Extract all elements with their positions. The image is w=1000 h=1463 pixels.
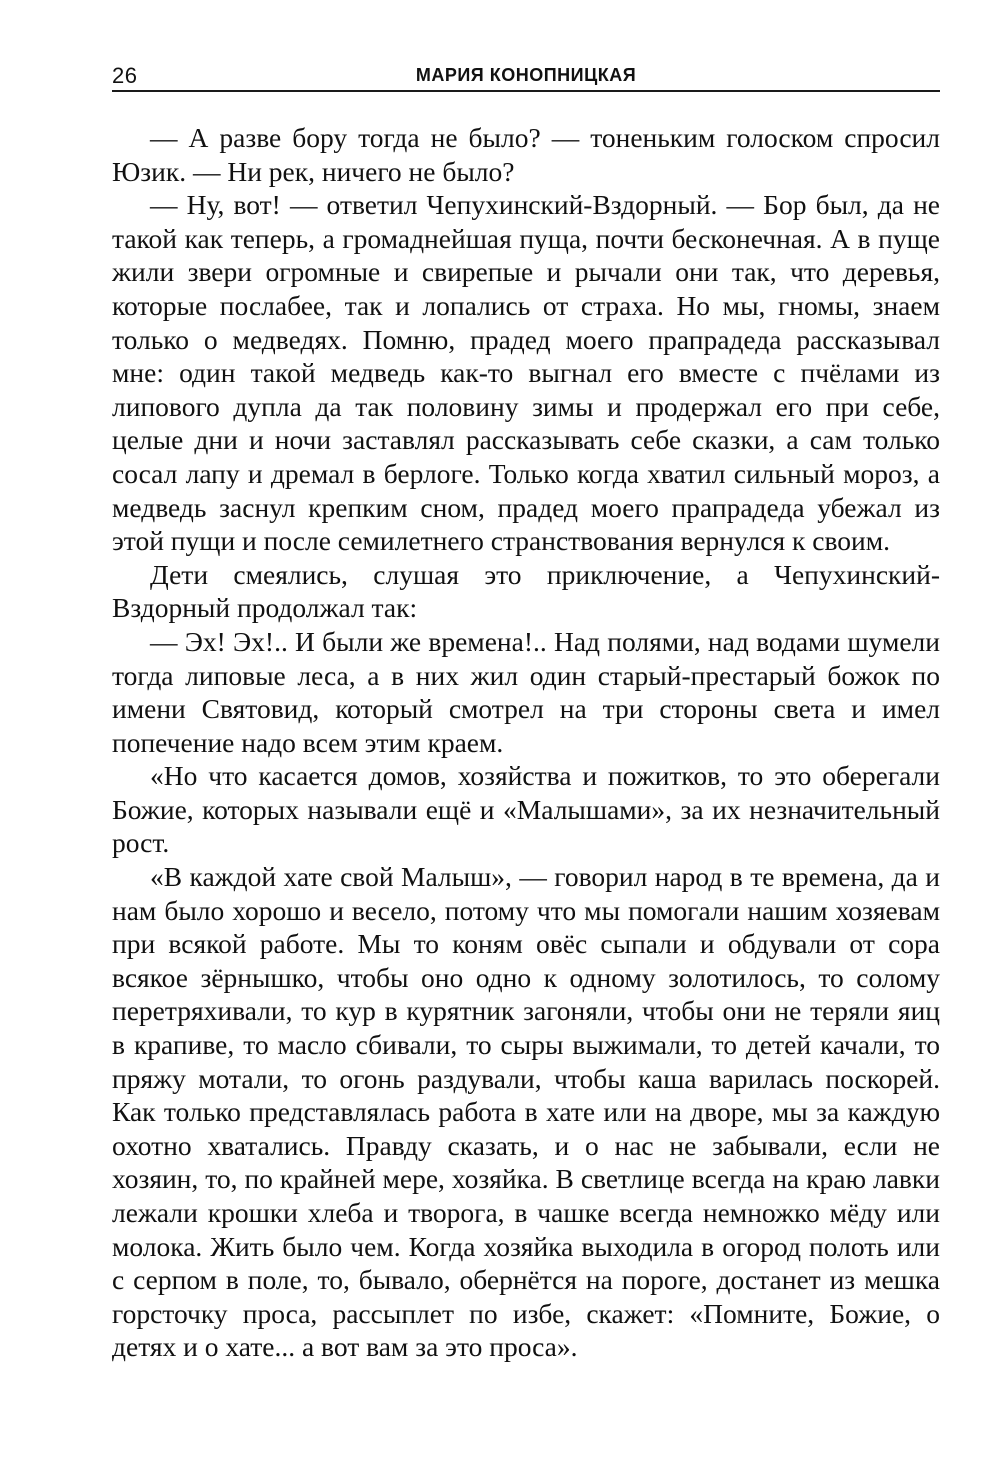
running-title: МАРИЯ КОНОПНИЦКАЯ: [415, 65, 637, 85]
paragraph: Дети смеялись, слушая это приключение, а Чепухинский-Вздорный продолжал так:: [112, 558, 940, 624]
paragraph: «В каждой хате свой Малыш», — говорил народ в те времена, да и нам было хорошо и весело, потому что мы помогали нашим хозяевам при всякой работе. Мы то коням овёс сыпали и обдували от сора всякое зёрнышко, чтобы оно одно к одному золотилось, то солому перетряхивали, то кур в курятник загоняли, чтобы они не теряли яиц в крапиве, то масло сбивали, то сыры выжимали, то детей качали, то пряжу мотали, то огонь раздували, чтобы каша варилась поскорей. Как только представлялась работа в хате или на дворе, мы за каждую охотно хватались. Правду сказать, и о нас не забывали, если не хозяин, то, по крайней мере, хозяйка. В светлице всегда на краю лавки лежали крошки хлеба и творога, в чашке всегда немножко мёду или молока. Жить было чем. Когда хозяйка выходила в огород полоть или с серпом в поле, то, бывало, обернётся на пороге, достанет из мешка горсточку проса, рассыплет по избе, скажет: «Помните, Божие, о детях и о хате... а вот вам за это проса».: [112, 861, 940, 1363]
running-header: [112, 62, 940, 92]
paragraph: — Эх! Эх!.. И были же времена!.. Над полями, над водами шумели тогда липовые леса, а в них жил один старый-престарый божок по имени Святовид, который смотрел на три стороны света и имел попечение надо всем этим краем.: [112, 625, 940, 758]
body-text: [112, 121, 940, 1364]
paragraph: «Но что касается домов, хозяйства и пожитков, то это оберегали Божие, которых называли ещё и «Малышами», за их незначительный рост.: [112, 760, 940, 859]
paragraph: — А разве бору тогда не было? — тоненьким голоском спросил Юзик. — Ни рек, ничего не было?: [112, 122, 940, 187]
paragraph: — Ну, вот! — ответил Чепухинский-Вздорный. — Бор был, да не такой как теперь, а громаднейшая пуща, почти бесконечная. А в пуще жили звери огромные и свирепые и рычали они так, что деревья, которые послабее, так и лопались от страха. Но мы, гномы, знаем только о медведях. Помню, прадед моего прапрадеда рассказывал мне: один такой медведь как-то выгнал его вместе с пчёлами из липового дупла да так половину зимы и продержал его при себе, целые дни и ночи заставлял рассказывать себе сказки, а сам только сосал лапу и дремал в берлоге. Только когда хватил сильный мороз, а медведь заснул крепким сном, прадед моего прапрадеда убежал из этой пущи и после семилетнего странствования вернулся к своим.: [112, 189, 940, 557]
page-number: 26: [112, 63, 138, 88]
